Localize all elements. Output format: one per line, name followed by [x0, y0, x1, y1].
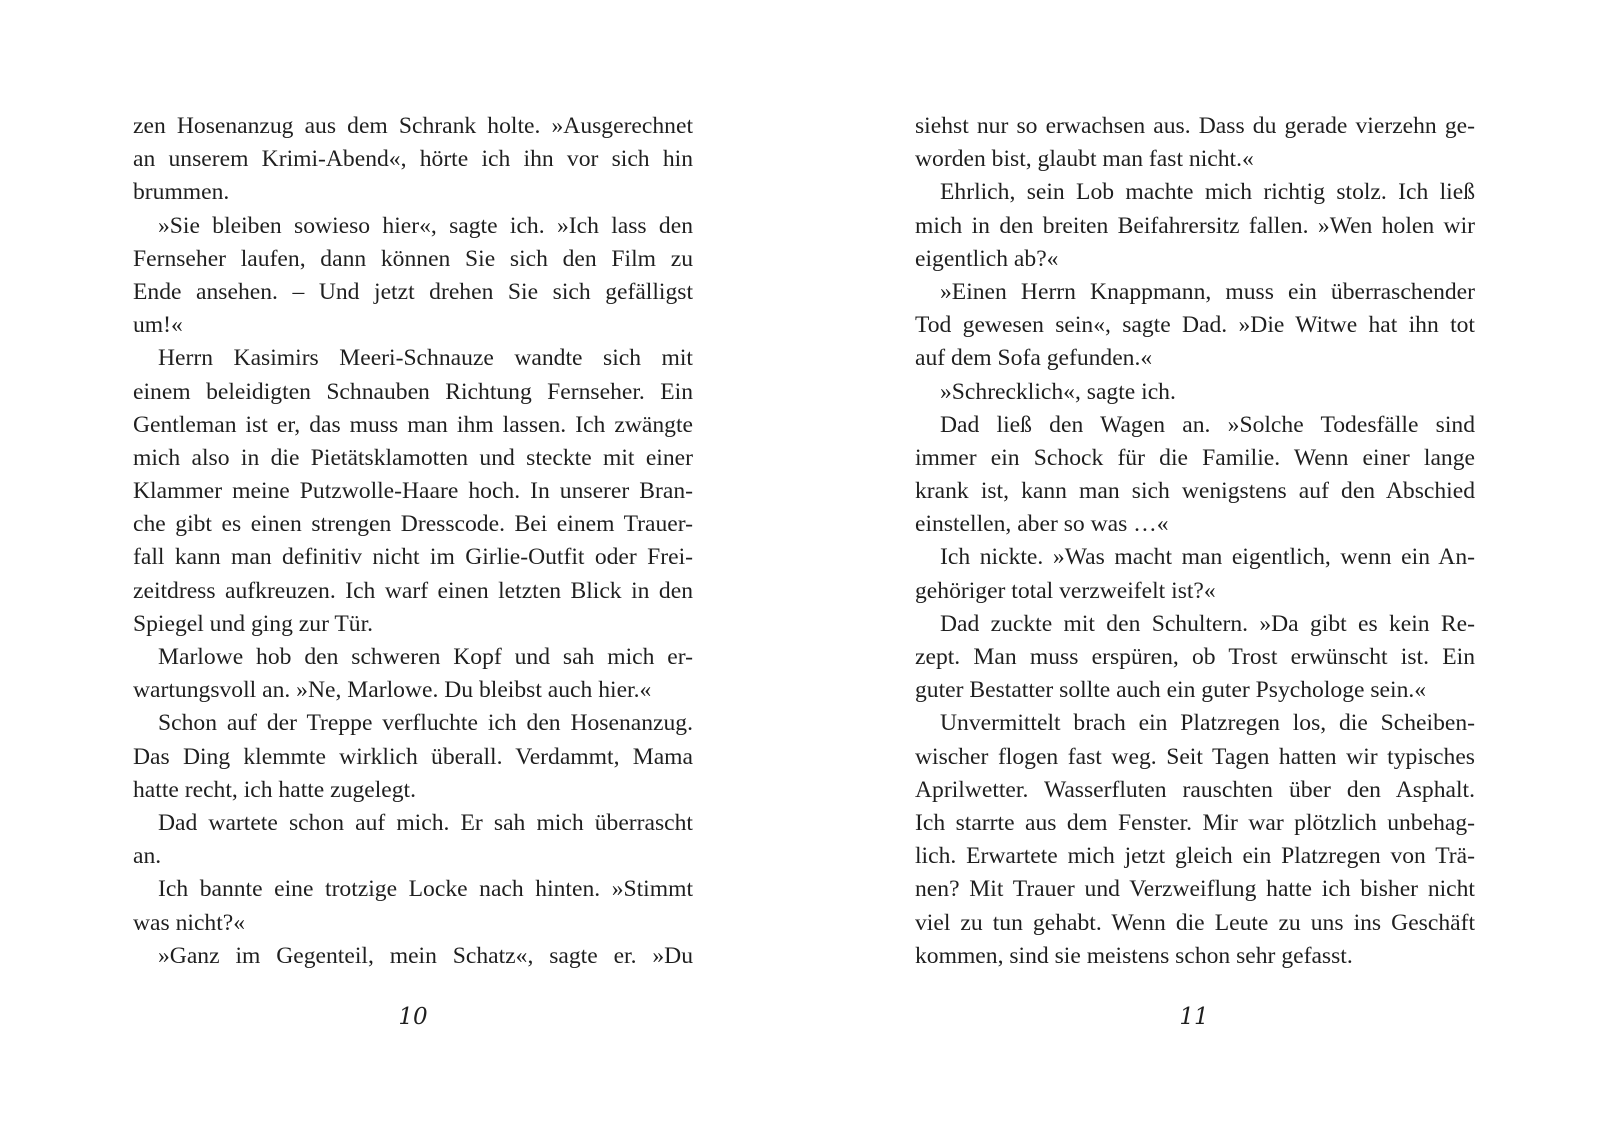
text-line: Unvermittelt brach ein Platzregen los, die Scheiben-: [940, 710, 1475, 737]
text-line: »Sie bleiben sowieso hier«, sagte ich. »Ich lass den: [158, 212, 693, 239]
text-line: hatte recht, ich hatte zugelegt.: [133, 776, 416, 803]
text-line: zen Hosenanzug aus dem Schrank holte. »Ausgerechnet: [133, 113, 693, 139]
text-line: worden bist, glaubt man fast nicht.«: [915, 146, 1254, 173]
text-line: Fernseher laufen, dann können Sie sich den Film zu: [133, 245, 693, 272]
text-line: viel zu tun gehabt. Wenn die Leute zu uns ins Geschäft: [915, 909, 1475, 936]
text-line: nen? Mit Trauer und Verzweiflung hatte ich bisher nicht: [915, 876, 1475, 903]
text-line: Ende ansehen. – Und jetzt drehen Sie sich gefälligst: [133, 278, 693, 305]
text-line: mich in den breiten Beifahrersitz fallen. »Wen holen wir: [915, 212, 1475, 239]
text-line: wartungsvoll an. »Ne, Marlowe. Du bleibst auch hier.«: [133, 677, 652, 704]
text-line: Klammer meine Putzwolle-Haare hoch. In unserer Bran-: [133, 478, 693, 505]
text-line: Ich nickte. »Was macht man eigentlich, wenn ein An-: [940, 544, 1475, 571]
left-page-text: [133, 110, 693, 970]
text-line: che gibt es einen strengen Dresscode. Bei einem Trauer-: [133, 511, 693, 538]
text-line: kommen, sind sie meistens schon sehr gefasst.: [915, 942, 1353, 969]
text-line: »Ganz im Gegenteil, mein Schatz«, sagte er. »Du: [158, 942, 693, 969]
text-line: Ich bannte eine trotzige Locke nach hinten. »Stimmt: [158, 876, 693, 903]
text-line: Aprilwetter. Wasserfluten rauschten über den Asphalt.: [915, 776, 1475, 803]
text-line: Spiegel und ging zur Tür.: [133, 610, 374, 637]
text-line: guter Bestatter sollte auch ein guter Psychologe sein.«: [915, 677, 1427, 704]
right-page-text: [915, 110, 1475, 970]
text-line: an.: [133, 843, 162, 870]
text-line: Dad ließ den Wagen an. »Solche Todesfälle sind: [940, 411, 1475, 438]
text-line: Das Ding klemmte wirklich überall. Verdammt, Mama: [133, 743, 693, 770]
text-line: Gentleman ist er, das muss man ihm lassen. Ich zwängte: [133, 411, 693, 438]
text-line: »Schrecklich«, sagte ich.: [940, 378, 1176, 405]
text-line: was nicht?«: [133, 909, 246, 936]
text-line: eigentlich ab?«: [915, 245, 1059, 272]
text-line: Ehrlich, sein Lob machte mich richtig stolz. Ich ließ: [940, 179, 1475, 206]
text-line: Tod gewesen sein«, sagte Dad. »Die Witwe hat ihn tot: [915, 312, 1475, 339]
text-line: lich. Erwartete mich jetzt gleich ein Platzregen von Trä-: [915, 843, 1475, 870]
text-line: immer ein Schock für die Familie. Wenn einer lange: [915, 444, 1475, 471]
text-line: an unserem Krimi-Abend«, hörte ich ihn vor sich hin: [133, 146, 693, 173]
text-line: krank ist, kann man sich wenigstens auf den Abschied: [915, 478, 1475, 505]
text-line: fall kann man definitiv nicht im Girlie-Outfit oder Frei-: [133, 544, 693, 571]
text-line: mich also in die Pietätsklamotten und steckte mit einer: [133, 444, 693, 471]
text-line: auf dem Sofa gefunden.«: [915, 345, 1153, 372]
text-line: Ich starrte aus dem Fenster. Mir war plötzlich unbehag-: [915, 809, 1475, 836]
text-line: Dad wartete schon auf mich. Er sah mich überrascht: [158, 809, 693, 836]
text-line: einem beleidigten Schnauben Richtung Fernseher. Ein: [133, 378, 693, 405]
text-line: Herrn Kasimirs Meeri-Schnauze wandte sich mit: [158, 345, 693, 372]
text-line: siehst nur so erwachsen aus. Dass du gerade vierzehn ge-: [915, 113, 1475, 139]
text-line: Dad zuckte mit den Schultern. »Da gibt es kein Re-: [940, 610, 1475, 637]
text-line: zept. Man muss erspüren, ob Trost erwünscht ist. Ein: [915, 644, 1475, 670]
left-page: [133, 110, 693, 970]
left-page-number: 10: [398, 1004, 428, 1030]
text-line: Marlowe hob den schweren Kopf und sah mich er-: [158, 644, 693, 670]
text-line: »Einen Herrn Knappmann, muss ein überraschender: [940, 278, 1475, 305]
right-page: [915, 110, 1475, 970]
text-line: zeitdress aufkreuzen. Ich warf einen letzten Blick in den: [133, 577, 693, 604]
text-line: einstellen, aber so was …«: [915, 511, 1169, 538]
text-line: wischer flogen fast weg. Seit Tagen hatten wir typisches: [915, 743, 1475, 770]
text-line: brummen.: [133, 179, 230, 206]
text-line: um!«: [133, 312, 183, 339]
right-page-number: 11: [1179, 1004, 1209, 1030]
text-line: Schon auf der Treppe verfluchte ich den Hosenanzug.: [158, 710, 693, 737]
text-line: gehöriger total verzweifelt ist?«: [915, 577, 1216, 604]
